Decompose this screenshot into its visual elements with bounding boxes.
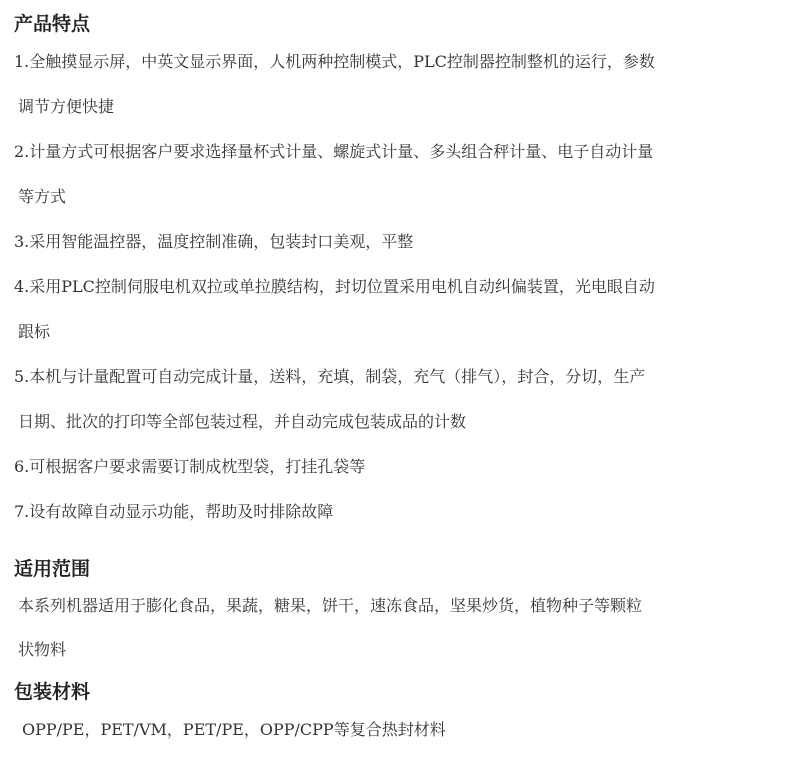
materials-line-1: OPP/PE，PET/VM，PET/PE，OPP/CPP等复合热封材料	[22, 720, 446, 739]
feature-1-line-1: 1.全触摸显示屏，中英文显示界面，人机两种控制模式，PLC控制器控制整机的运行，参数	[14, 52, 655, 71]
features-heading: 产品特点	[14, 13, 91, 35]
feature-5-line-1: 5.本机与计量配置可自动完成计量，送料，充填，制袋，充气（排气），封合，分切，生产	[14, 367, 646, 386]
scope-line-2: 状物料	[18, 640, 67, 659]
feature-2-line-2: 等方式	[18, 187, 67, 206]
scope-heading: 适用范围	[14, 558, 91, 580]
feature-2-line-1: 2.计量方式可根据客户要求选择量杯式计量、螺旋式计量、多头组合秤计量、电子自动计量	[14, 142, 654, 161]
feature-1-line-2: 调节方便快捷	[18, 97, 115, 116]
feature-5-line-2: 日期、批次的打印等全部包装过程，并自动完成包装成品的计数	[18, 412, 467, 431]
feature-7-line-1: 7.设有故障自动显示功能，帮助及时排除故障	[14, 502, 334, 521]
feature-6-line-1: 6.可根据客户要求需要订制成枕型袋，打挂孔袋等	[14, 457, 366, 476]
materials-heading: 包装材料	[14, 681, 91, 703]
scope-line-1: 本系列机器适用于膨化食品，果蔬，糖果，饼干，速冻食品，坚果炒货，植物种子等颗粒	[18, 596, 643, 615]
feature-4-line-2: 跟标	[18, 322, 51, 341]
feature-4-line-1: 4.采用PLC控制伺服电机双拉或单拉膜结构，封切位置采用电机自动纠偏装置，光电眼自动	[14, 277, 655, 296]
feature-3-line-1: 3.采用智能温控器，温度控制准确，包装封口美观，平整	[14, 232, 414, 251]
